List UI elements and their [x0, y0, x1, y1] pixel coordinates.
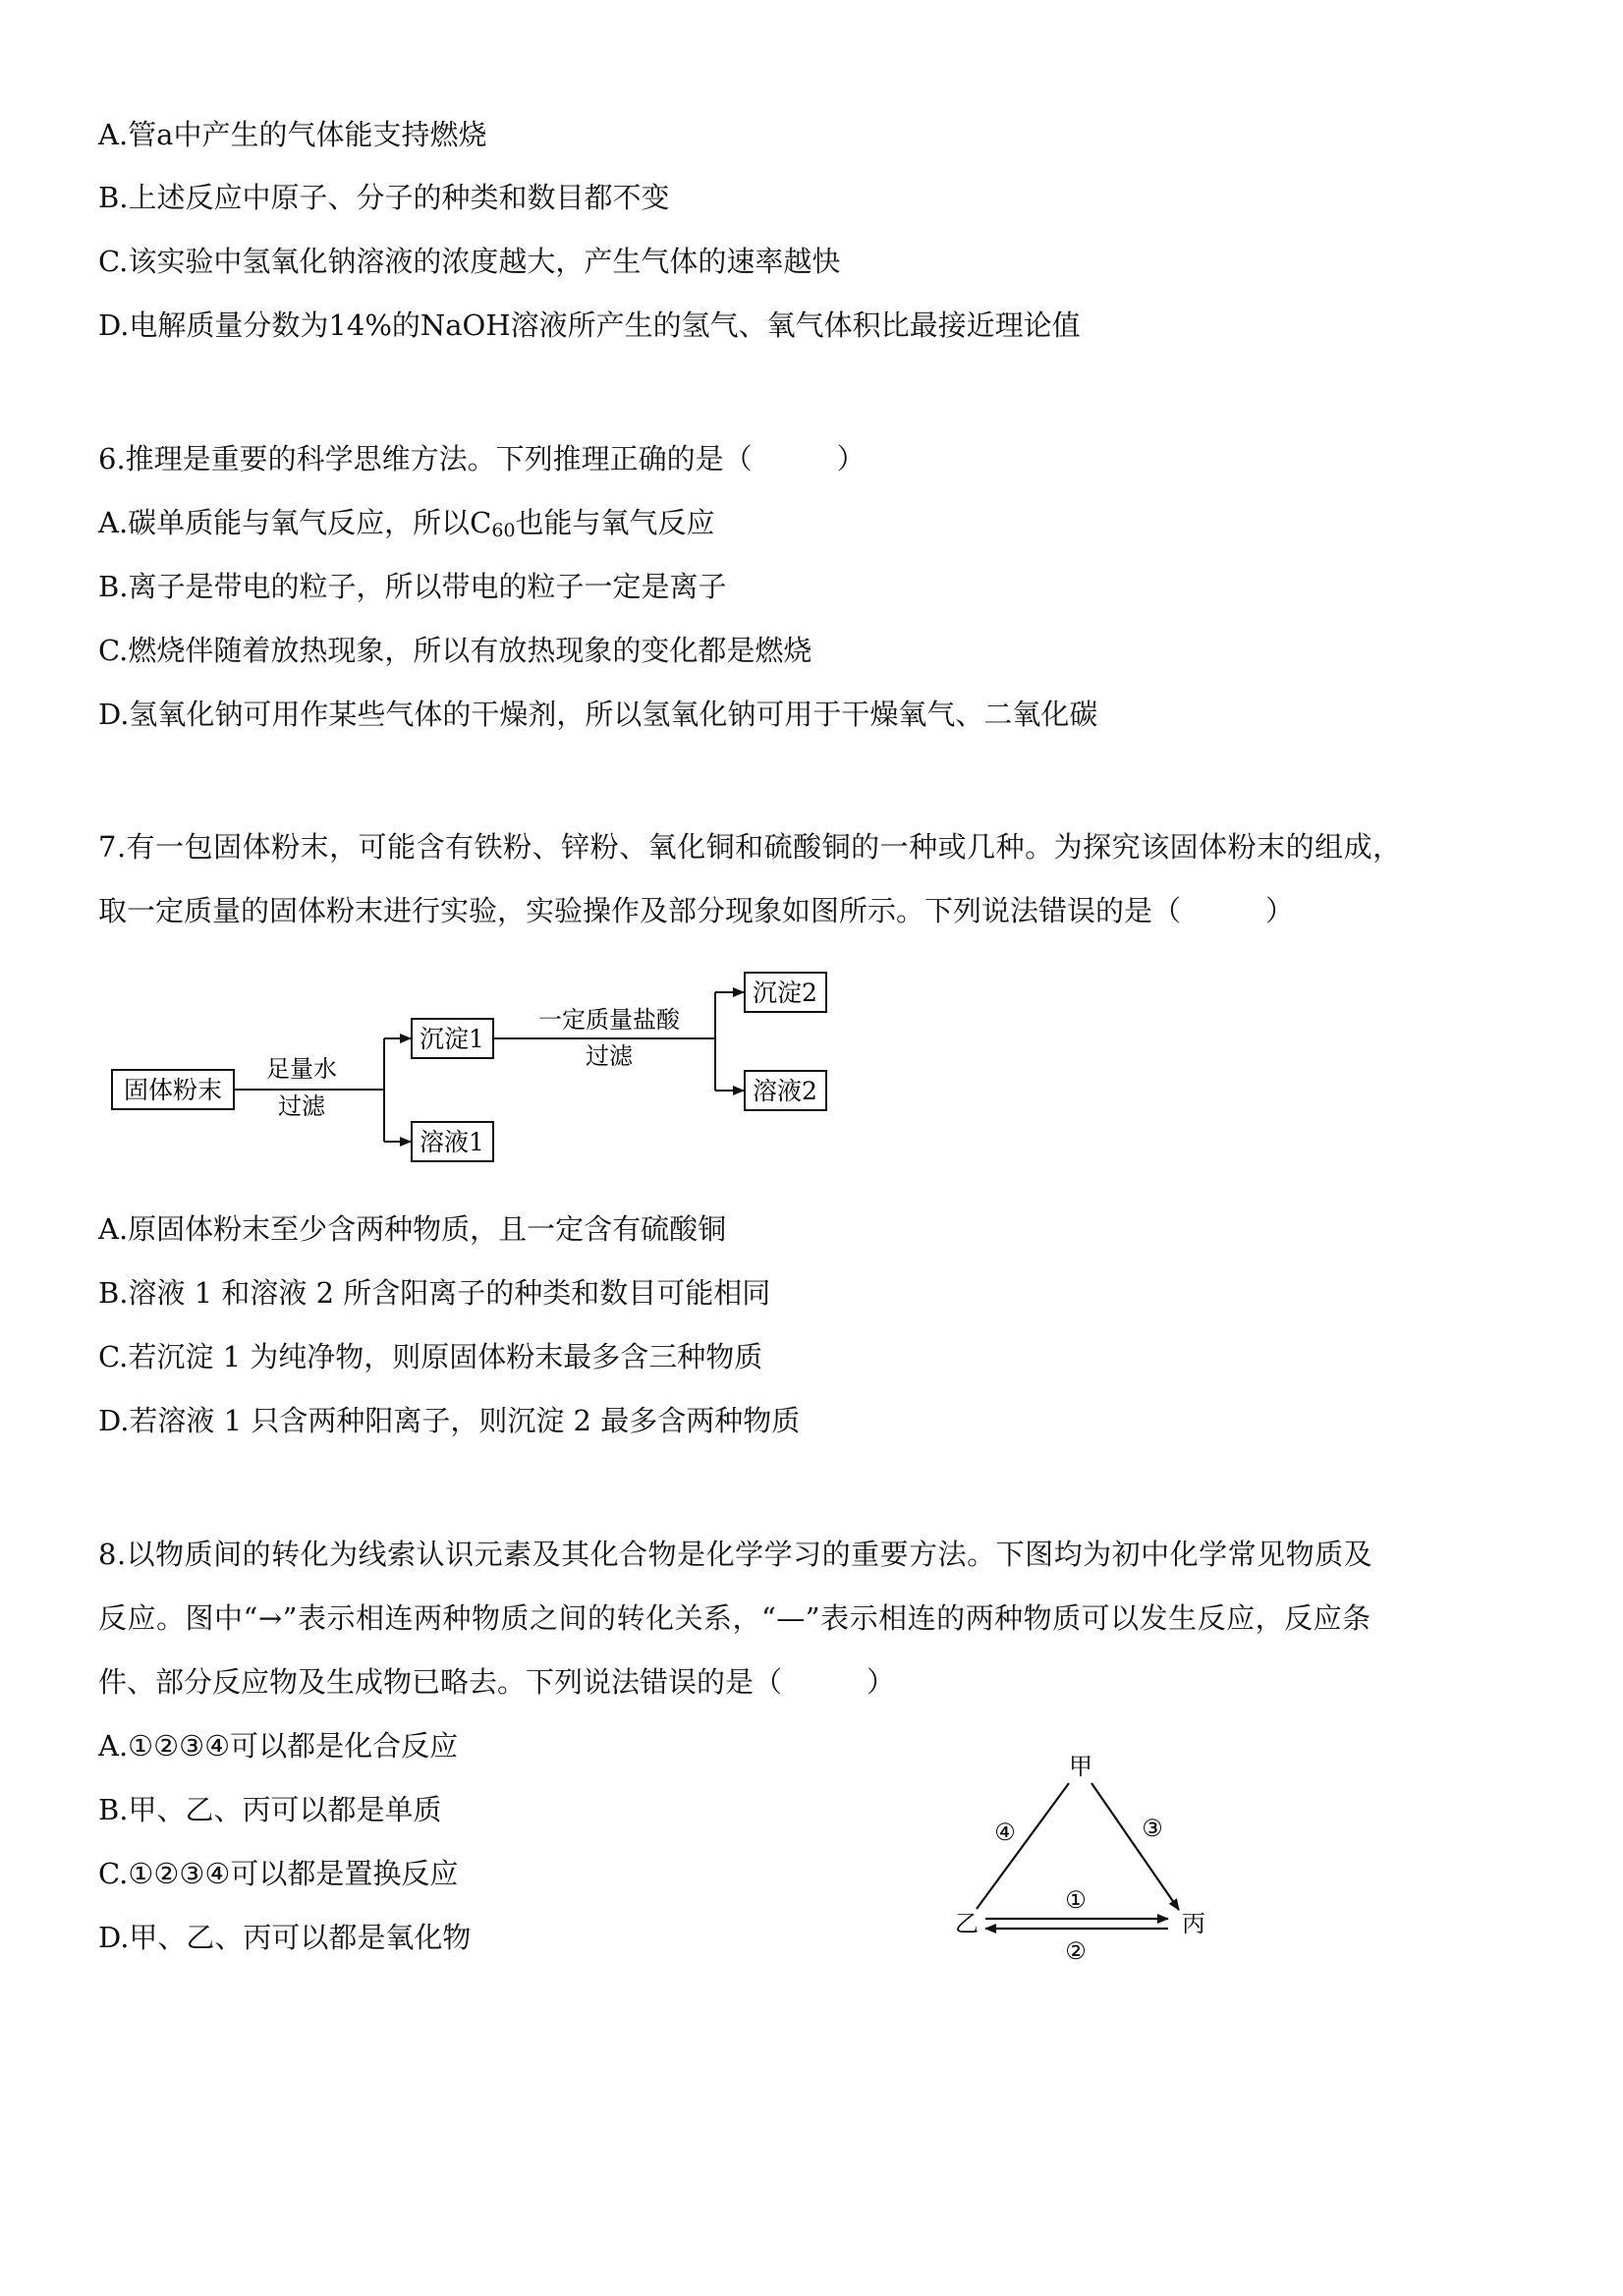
- q6-option-a: [98, 503, 715, 550]
- node-right-label: 丙: [1182, 1910, 1205, 1937]
- reaction-triangle-diagram: [938, 1744, 1233, 1970]
- step1-bottom-label: 过滤: [278, 1092, 325, 1120]
- q7-stem-close: ）: [1265, 894, 1295, 927]
- q7-option-c: C.若沉淀 1 为纯净物，则原固体粉末最多含三种物质: [98, 1340, 763, 1373]
- q7-stem-line1: 7.有一包固体粉末，可能含有铁粉、锌粉、氧化铜和硫酸铜的一种或几种。为探究该固体粉末的组成，: [98, 830, 1402, 864]
- solution2-label: 溶液2: [753, 1077, 817, 1105]
- q6-stem: [98, 439, 866, 478]
- q6-option-b: B.离子是带电的粒子，所以带电的粒子一定是离子: [98, 570, 727, 603]
- label-1: ①: [1065, 1886, 1087, 1914]
- flowchart: [98, 958, 865, 1174]
- q8-option-c: C.①②③④可以都是置换反应: [98, 1857, 459, 1890]
- q5-option-d: D.电解质量分数为14%的NaOH溶液所产生的氢气、氧气体积比最接近理论值: [98, 308, 1081, 342]
- q7-option-b: B.溶液 1 和溶液 2 所含阳离子的种类和数目可能相同: [98, 1276, 771, 1310]
- q6-stem-text: 6.推理是重要的科学思维方法。下列推理正确的是（: [98, 442, 753, 476]
- solution1-box: [412, 1122, 493, 1161]
- precipitate1-label: 沉淀1: [420, 1025, 484, 1053]
- node-top-label: 甲: [1069, 1753, 1092, 1780]
- q5-option-a: A.管a中产生的气体能支持燃烧: [98, 118, 487, 151]
- q6-option-c: C.燃烧伴随着放热现象，所以有放热现象的变化都是燃烧: [98, 634, 812, 667]
- q8-stem-line3: [98, 1662, 895, 1702]
- solution2-box: [745, 1071, 826, 1110]
- q8-option-a: A.①②③④可以都是化合反应: [98, 1729, 459, 1763]
- q6-option-a-text: A.碳单质能与氧气反应，所以C: [98, 506, 492, 539]
- arrow-3: [1091, 1783, 1179, 1910]
- step1-top-label: 足量水: [266, 1055, 337, 1083]
- arrow-4-edge: [977, 1783, 1069, 1909]
- q6-stem-close: ）: [836, 442, 866, 476]
- q8-stem-line2: 反应。图中“→”表示相连两种物质之间的转化关系，“—”表示相连的两种物质可以发生反应，反应条: [98, 1601, 1371, 1635]
- q7-option-a: A.原固体粉末至少含两种物质，且一定含有硫酸铜: [98, 1212, 727, 1246]
- label-3: ③: [1142, 1815, 1163, 1842]
- solution1-label: 溶液1: [420, 1128, 484, 1156]
- step2-top-label: 一定质量盐酸: [538, 1006, 680, 1034]
- q7-stem-text: 取一定质量的固体粉末进行实验，实验操作及部分现象如图所示。下列说法错误的是（: [98, 894, 1182, 927]
- q6-option-d: D.氢氧化钠可用作某些气体的干燥剂，所以氢氧化钠可用于干燥氧气、二氧化碳: [98, 698, 1098, 731]
- q6-option-a-subscript: 60: [491, 520, 516, 541]
- label-4: ④: [994, 1819, 1016, 1846]
- precipitate1-box: [412, 1019, 493, 1058]
- start-box: [112, 1070, 234, 1109]
- q8-stem-text: 件、部分反应物及生成物已略去。下列说法错误的是（: [98, 1665, 783, 1699]
- q7-stem-line2: [98, 891, 1294, 930]
- q8-stem-close: ）: [867, 1665, 896, 1699]
- q5-option-b: B.上述反应中原子、分子的种类和数目都不变: [98, 181, 670, 214]
- node-left-label: 乙: [955, 1910, 979, 1937]
- precipitate2-label: 沉淀2: [753, 979, 817, 1007]
- label-2: ②: [1065, 1937, 1087, 1965]
- precipitate2-box: [745, 973, 826, 1012]
- q8-stem-line1: 8.以物质间的转化为线索认识元素及其化合物是化学学习的重要方法。下图均为初中化学常见物质及: [98, 1538, 1373, 1571]
- q8-option-d: D.甲、乙、丙可以都是氧化物: [98, 1921, 472, 1954]
- q5-option-c: C.该实验中氢氧化钠溶液的浓度越大，产生气体的速率越快: [98, 245, 841, 278]
- q7-option-d: D.若溶液 1 只含两种阳离子，则沉淀 2 最多含两种物质: [98, 1404, 801, 1437]
- step2-bottom-label: 过滤: [586, 1042, 633, 1070]
- q8-option-b: B.甲、乙、丙可以都是单质: [98, 1793, 442, 1826]
- q6-option-a-tail: 也能与氧气反应: [515, 506, 715, 539]
- start-box-label: 固体粉末: [123, 1076, 223, 1104]
